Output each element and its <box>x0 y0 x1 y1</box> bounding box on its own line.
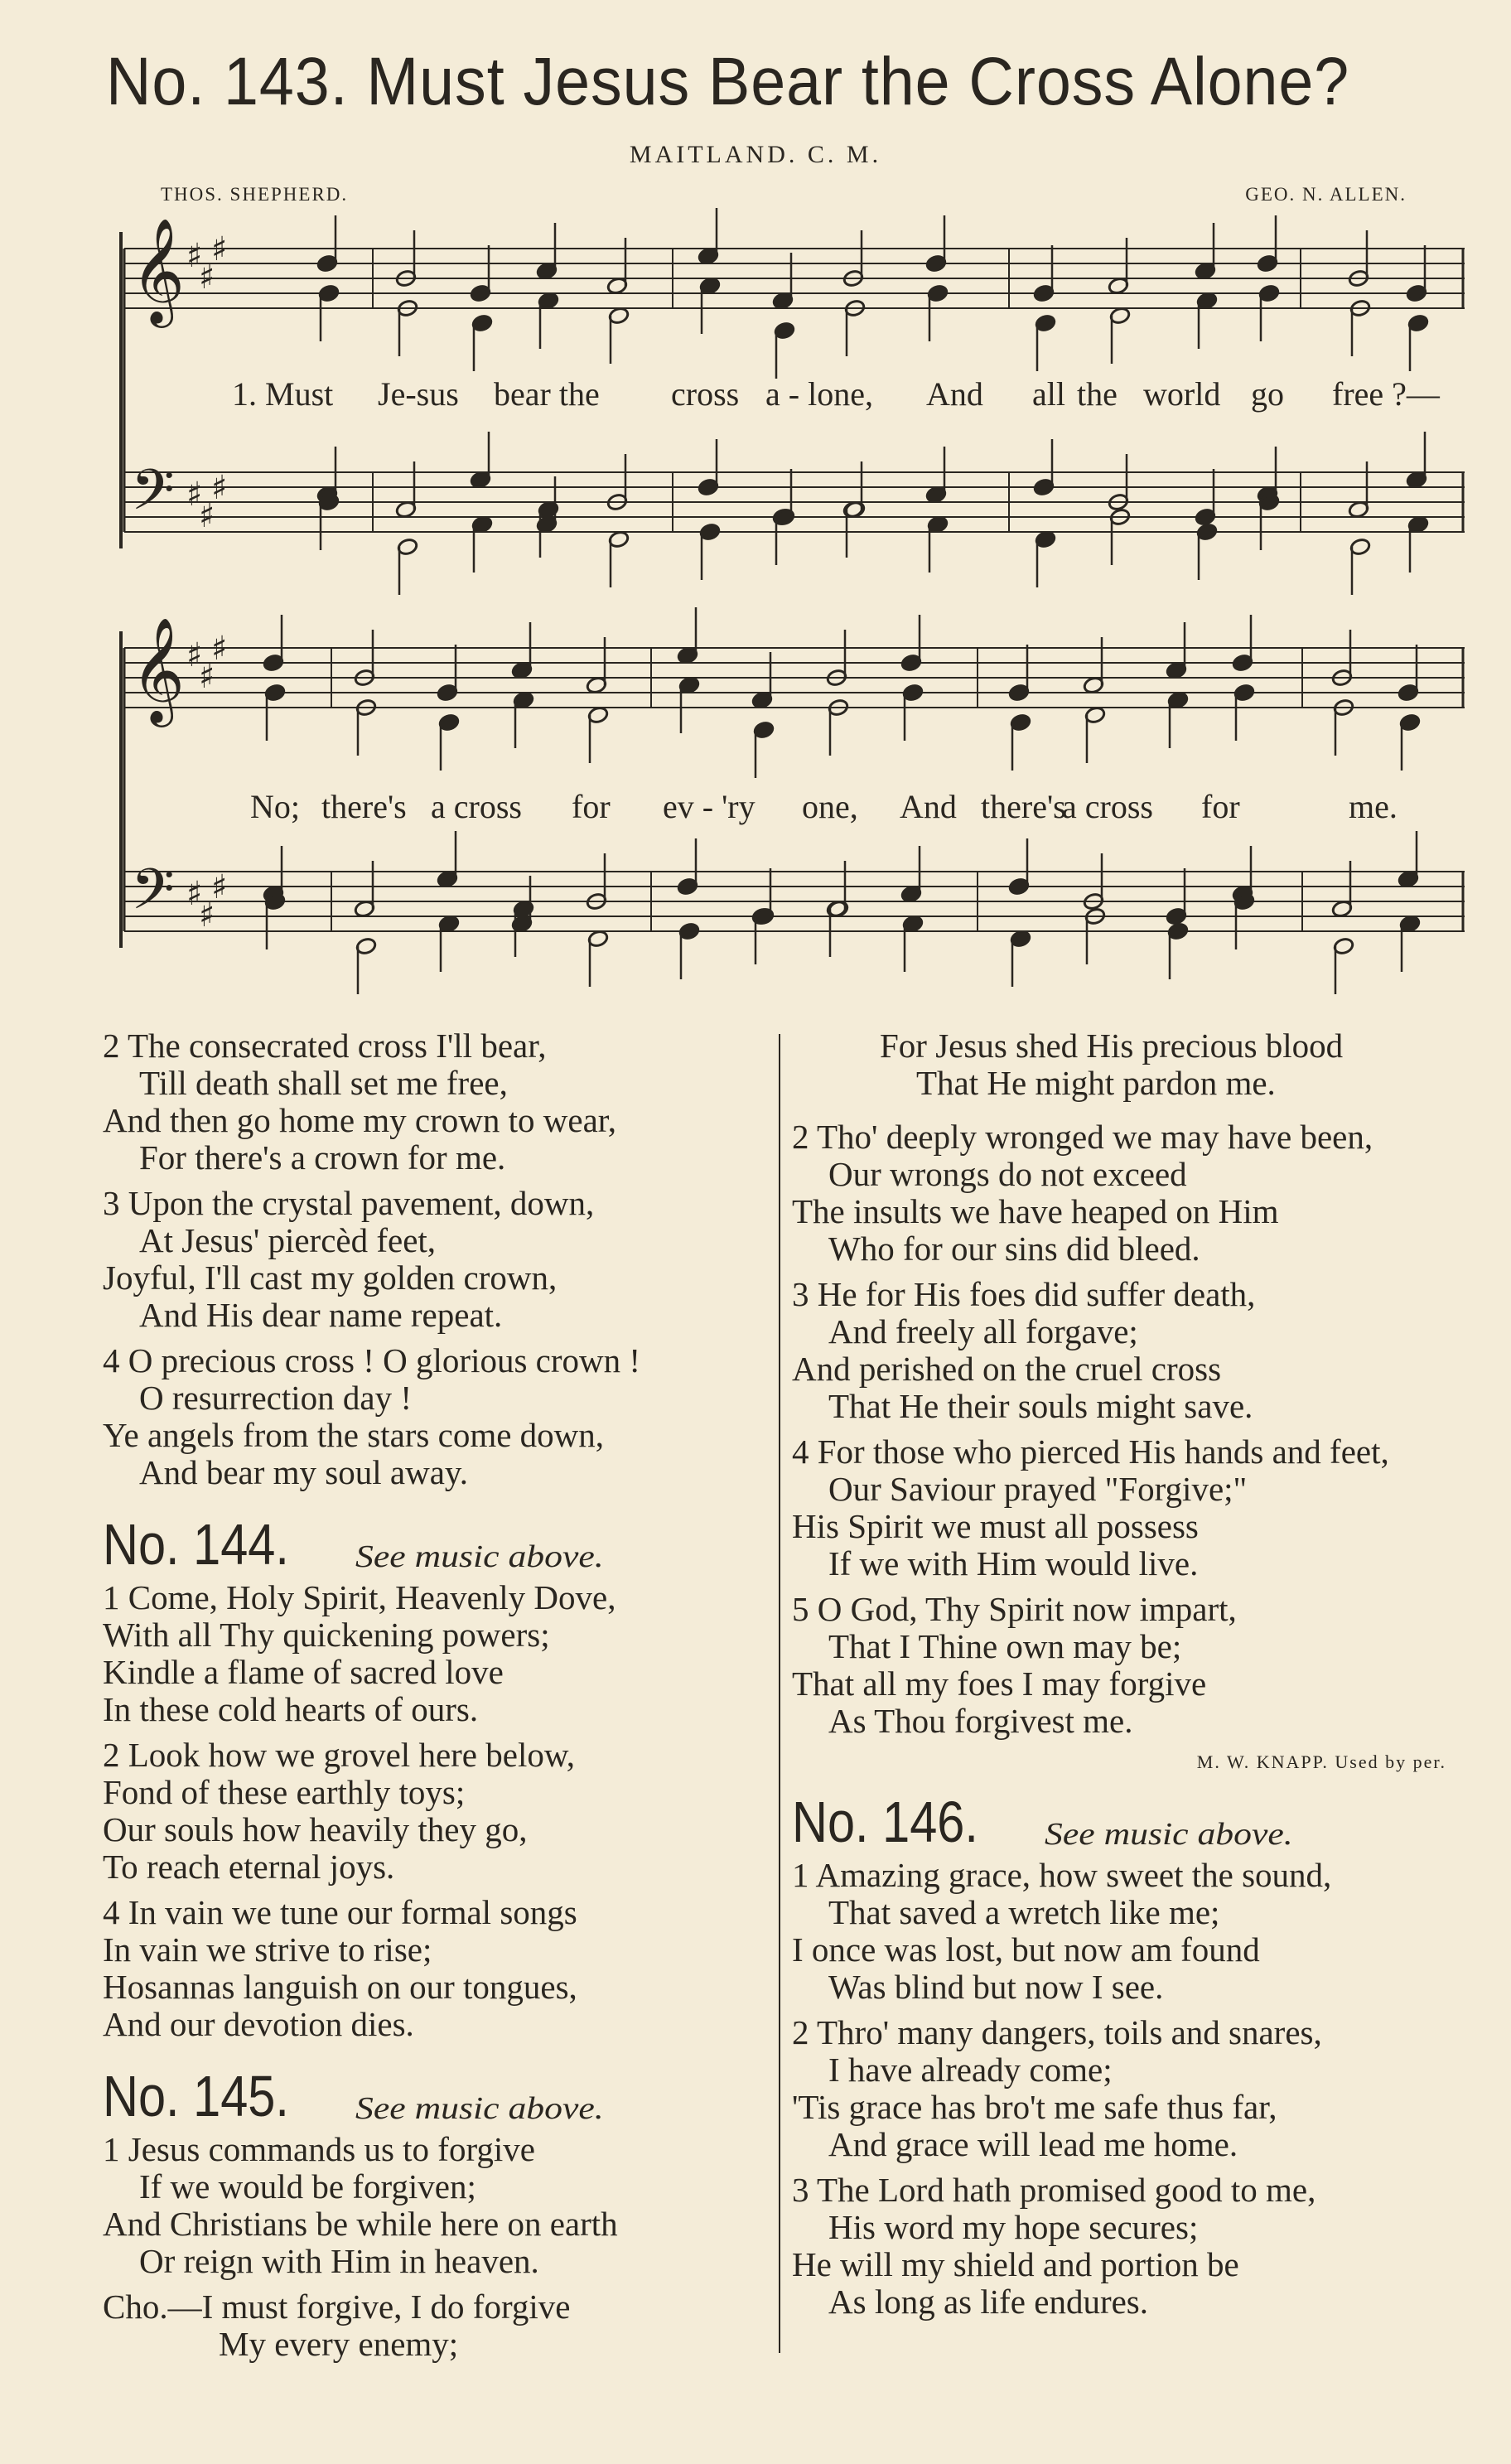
verses-146 <box>792 1857 1480 2321</box>
lyric-syllable: for <box>1201 788 1240 825</box>
verse-line: Kindle a flame of sacred love <box>103 1653 504 1691</box>
bass-clef-icon: 𝄢 <box>131 858 175 936</box>
lyric-syllable: Je-sus <box>378 375 459 413</box>
verse-line: And bear my soul away. <box>139 1453 468 1491</box>
lyric-syllable: ev - 'ry <box>663 788 756 825</box>
lyric-syllable: me. <box>1349 788 1398 825</box>
lyric-syllable: go <box>1251 375 1284 413</box>
verse-line: Fond of these earthly toys; <box>103 1773 466 1811</box>
sharp-icon: ♯ <box>211 469 228 507</box>
sharp-icon: ♯ <box>199 896 215 935</box>
verse-line: My every enemy; <box>219 2325 459 2363</box>
verse-line: He will my shield and portion be <box>792 2245 1239 2283</box>
verse-line: With all Thy quickening powers; <box>103 1616 550 1654</box>
column-divider <box>779 1034 780 2353</box>
tune-name: MAITLAND. C. M. <box>629 141 882 168</box>
author-credit: THOS. SHEPHERD. <box>161 184 349 205</box>
verse-line: 4 For those who pierced His hands and feet, <box>792 1433 1389 1471</box>
lyric-syllable: world <box>1143 375 1221 413</box>
hymn-number-146: No. 146. <box>792 1790 978 1854</box>
lyric-syllable: No; <box>250 788 300 825</box>
verse-line: 3 Upon the crystal pavement, down, <box>103 1184 595 1222</box>
verse-line: And perished on the cruel cross <box>792 1350 1222 1388</box>
verse-line: If we would be forgiven; <box>139 2167 476 2206</box>
verse-line: That all my foes I may forgive <box>792 1664 1207 1703</box>
verse-line: To reach eternal joys. <box>103 1848 395 1886</box>
verse-line: And then go home my crown to wear, <box>103 1101 617 1139</box>
hymn-number-145: No. 145. <box>103 2064 289 2128</box>
stanza <box>103 1894 774 2043</box>
verse-line: And grace will lead me home. <box>828 2125 1238 2163</box>
verse-line: 3 He for His foes did suffer death, <box>792 1275 1256 1313</box>
verse-line: Was blind but now I see. <box>828 1968 1164 2006</box>
verse-line: For Jesus shed His precious blood <box>880 1027 1344 1065</box>
used-by-permission-credit: M. W. KNAPP. Used by per. <box>1196 1751 1446 1772</box>
verse-line: And His dear name repeat. <box>139 1296 503 1334</box>
verse-line: 2 Thro' many dangers, toils and snares, <box>792 2013 1322 2051</box>
stanza <box>103 1027 774 1176</box>
lyric-syllable: one, <box>802 788 858 825</box>
stanza <box>792 1591 1480 1740</box>
verse-line: 1 Come, Holy Spirit, Heavenly Dove, <box>103 1578 616 1616</box>
right-column <box>792 1027 1480 2321</box>
verse-line: Cho.—I must forgive, I do forgive <box>103 2288 571 2326</box>
stanza <box>792 1433 1480 1582</box>
verse-line: As Thou forgivest me. <box>828 1702 1133 1740</box>
verse-145-1 <box>103 2131 774 2280</box>
stanza <box>103 1185 774 1334</box>
verse-line: That I Thine own may be; <box>828 1627 1182 1665</box>
hymn-145-header <box>103 2055 774 2128</box>
verse-line: 4 In vain we tune our formal songs <box>103 1893 577 1931</box>
verses-145 <box>792 1118 1480 1740</box>
lyric-syllable: a cross <box>431 788 522 825</box>
verse-line: His Spirit we must all possess <box>792 1507 1199 1545</box>
stanza <box>103 1342 774 1491</box>
verse-line: 2 Tho' deeply wronged we may have been, <box>792 1118 1373 1156</box>
hymn-title: No. 143. Must Jesus Bear the Cross Alone? <box>106 44 1350 119</box>
lyric-syllable: bear the <box>494 375 600 413</box>
lyric-syllable: a - lone, <box>765 375 873 413</box>
verse-line: Ye angels from the stars come down, <box>103 1416 605 1454</box>
bass-clef-icon: 𝄢 <box>131 458 175 537</box>
verse-line: The insults we have heaped on Him <box>792 1192 1279 1230</box>
verse-line: Our wrongs do not exceed <box>828 1155 1187 1193</box>
sharp-icon: ♯ <box>199 258 215 297</box>
sharp-icon: ♯ <box>186 875 203 913</box>
verse-line: For there's a crown for me. <box>139 1138 506 1176</box>
sharp-icon: ♯ <box>186 636 203 674</box>
stanza <box>103 1579 774 1728</box>
stanza <box>792 2172 1480 2321</box>
lyric-syllable: cross <box>671 375 740 413</box>
verse-line: As long as life endures. <box>828 2283 1148 2321</box>
composer-credit: GEO. N. ALLEN. <box>1245 184 1407 205</box>
lyric-syllable: all <box>1032 375 1065 413</box>
see-music-note-144: See music above. <box>355 1539 604 1574</box>
verse-line: That He their souls might save. <box>828 1387 1253 1425</box>
verse-line: 5 O God, Thy Spirit now impart, <box>792 1590 1237 1628</box>
lyric-syllable: And <box>926 375 983 413</box>
verse-line: And Christians be while here on earth <box>103 2205 618 2243</box>
verse-line: 3 The Lord hath promised good to me, <box>792 2171 1316 2209</box>
verse-line: That He might pardon me. <box>916 1064 1276 1102</box>
lyric-syllable: And <box>900 788 957 825</box>
stanza <box>792 1857 1480 2006</box>
hymn-number-144: No. 144. <box>103 1512 289 1577</box>
sharp-icon: ♯ <box>211 630 228 668</box>
treble-clef-icon: 𝄞 <box>131 616 186 722</box>
lyric-syllable: for <box>572 788 611 825</box>
lyric-syllable: there's <box>321 788 407 825</box>
verse-line: Or reign with Him in heaven. <box>139 2242 539 2280</box>
sharp-icon: ♯ <box>211 868 228 906</box>
verses-144 <box>103 1579 774 2043</box>
verse-line: Our Saviour prayed "Forgive;" <box>828 1470 1248 1508</box>
treble-clef-icon: 𝄞 <box>131 217 186 323</box>
lyric-syllable: 1. Must <box>232 375 334 413</box>
lyric-syllable: the <box>1077 375 1118 413</box>
sharp-icon: ♯ <box>199 658 215 696</box>
verse-line: Who for our sins did bleed. <box>828 1230 1200 1268</box>
sharp-icon: ♯ <box>211 230 228 268</box>
verse-line: In these cold hearts of ours. <box>103 1690 479 1728</box>
verse-line: O resurrection day ! <box>139 1379 413 1417</box>
verse-line: 2 Look how we grovel here below, <box>103 1736 576 1774</box>
verse-line: That saved a wretch like me; <box>828 1893 1220 1931</box>
stanza <box>792 2014 1480 2163</box>
verse-line: His word my hope secures; <box>828 2208 1199 2246</box>
hymn-144-header <box>103 1503 774 1576</box>
verse-line: If we with Him would live. <box>828 1544 1199 1582</box>
see-music-note-145: See music above. <box>355 2091 604 2126</box>
verse-line: At Jesus' piercèd feet, <box>139 1221 437 1259</box>
verse-line: And freely all forgave; <box>828 1312 1138 1350</box>
see-music-note-146: See music above. <box>1044 1817 1293 1852</box>
lyric-syllable: a cross <box>1062 788 1153 825</box>
stanza <box>103 1737 774 1886</box>
sharp-icon: ♯ <box>186 476 203 514</box>
verse-line: Our souls how heavily they go, <box>103 1810 528 1848</box>
sharp-icon: ♯ <box>186 237 203 275</box>
verse-line: Joyful, I'll cast my golden crown, <box>103 1259 558 1297</box>
verse-line: I once was lost, but now am found <box>792 1930 1260 1969</box>
sheet-music <box>0 0 1511 1019</box>
lyric-syllable: free ?— <box>1332 375 1440 413</box>
chorus-145 <box>103 2288 774 2363</box>
verse-line: Hosannas languish on our tongues, <box>103 1968 577 2006</box>
sharp-icon: ♯ <box>199 497 215 535</box>
stanza <box>792 1276 1480 1425</box>
verse-line: Till death shall set me free, <box>139 1064 508 1102</box>
verse-line: In vain we strive to rise; <box>103 1930 432 1969</box>
verse-line: I have already come; <box>828 2051 1113 2089</box>
verse-line: And our devotion dies. <box>103 2005 414 2043</box>
chorus-145-continued <box>792 1027 1480 1102</box>
verse-line: 2 The consecrated cross I'll bear, <box>103 1027 547 1065</box>
verse-line: 1 Amazing grace, how sweet the sound, <box>792 1856 1332 1894</box>
lyric-syllable: there's <box>981 788 1066 825</box>
verse-line: 4 O precious cross ! O glorious crown ! <box>103 1341 641 1379</box>
verse-line: 'Tis grace has bro't me safe thus far, <box>792 2088 1277 2126</box>
left-column <box>103 1027 774 2363</box>
hymn-146-header <box>792 1780 1480 1853</box>
verse-line: 1 Jesus commands us to forgive <box>103 2130 535 2168</box>
stanza <box>792 1118 1480 1268</box>
verses-143 <box>103 1027 774 1491</box>
